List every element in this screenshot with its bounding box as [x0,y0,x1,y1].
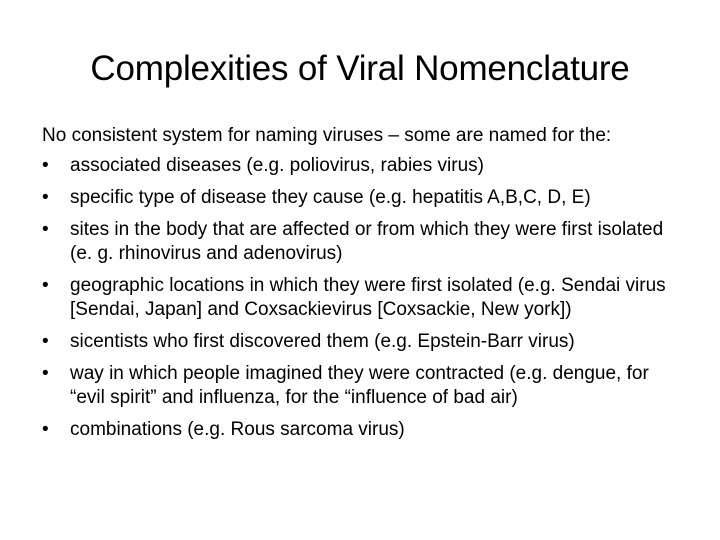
slide-body [42,124,682,450]
bullet-icon: • [42,187,49,208]
intro-text: No consistent system for naming viruses – some are named for the: [42,125,612,146]
bullet-text: geographic locations in which they were first isolated (e.g. Sendai virus [Sendai, Japan] and Coxsackievirus [Coxsackie, New york]) [70,275,666,320]
bullet-icon: • [42,419,49,440]
bullet-item [42,218,682,266]
bullet-item [42,418,682,442]
bullet-icon: • [42,275,49,296]
bullet-item [42,186,682,210]
bullet-text: combinations (e.g. Rous sarcoma virus) [70,419,405,440]
bullet-item [42,154,682,178]
bullet-text: way in which people imagined they were contracted (e.g. dengue, for “evil spirit” and influenza, for the “influence of bad air) [70,363,649,408]
bullet-item [42,362,682,410]
bullet-icon: • [42,155,49,176]
bullet-icon: • [42,331,49,352]
bullet-icon: • [42,219,49,240]
bullet-text: sites in the body that are affected or from which they were first isolated (e. g. rhinovirus and adenovirus) [70,219,664,264]
bullet-text: sicentists who first discovered them (e.g. Epstein-Barr virus) [70,331,575,352]
bullet-list [42,154,682,442]
bullet-text: associated diseases (e.g. poliovirus, rabies virus) [70,155,484,176]
bullet-text: specific type of disease they cause (e.g. hepatitis A,B,C, D, E) [70,187,591,208]
slide-title: Complexities of Viral Nomenclature [90,49,630,88]
bullet-item [42,330,682,354]
bullet-item [42,274,682,322]
bullet-icon: • [42,363,49,384]
